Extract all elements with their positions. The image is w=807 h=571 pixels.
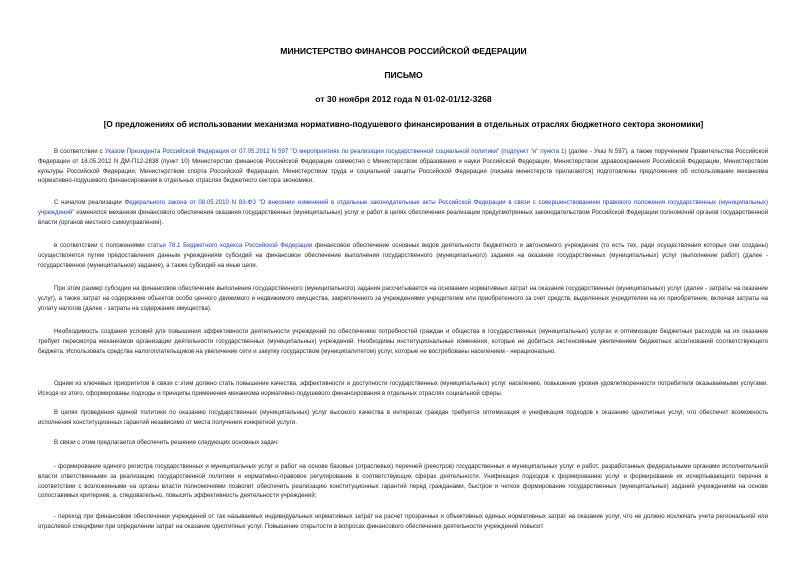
ministry-heading: МИНИСТЕРСТВО ФИНАНСОВ РОССИЙСКОЙ ФЕДЕРАЦИИ bbox=[280, 46, 527, 56]
paragraph-4 bbox=[38, 284, 768, 313]
paragraph-5 bbox=[38, 327, 768, 356]
paragraph-text: Необходимость создания условий для повышения эффективности деятельности учреждений по обеспечению потребностей граждан и общества в государственных (муниципальных) услугах и оптимизации бюджетных расходов на их оказание требует пересмотра механизмов организации деятельности государственных (муниципальных) учреждений. Необходимы институциональные изменения, которые не добиться экстенсивным увеличением бюджетных ассигнований соответствующего бюджета. Использовать средства налогоплательщиков на увеличение сети и закупку государством (муниципалитетом) услуг, которые не востребованы населением - нерационально. bbox=[38, 328, 768, 355]
paragraph-text: (далее - Указ N 597), а также поручением Правительства Российской Федерации от 18.05.2012 N ДМ-П12-2838 (пункт 10) Министерство финансов Российской Федерации совместно с Министерством образования и науки Российской Федерации, Министерством здравоохранения Российской Федерации, Министерством культуры Российской Федерации, Министерством спорта Российской Федерации, Министерством труда и социальной защиты Российской Федерации (письма министерств прилагаются) подготовлены предложения об использовании механизма нормативно-подушевого финансирования в отдельных отраслях бюджетного сектора экономики. bbox=[38, 148, 769, 185]
paragraph-text: изменился механизм финансового обеспечения оказания государственных (муниципальных) услуг и работ в целях обеспечения реализации предусмотренных законодательством Российской Федерации полномочий органов государственной власти (органов местного самоуправления). bbox=[38, 208, 768, 226]
paragraph-7 bbox=[38, 408, 768, 428]
document-subject: [О предложениях об использовании механизма нормативно-подушевого финансирования в отдельных отраслях бюджетного сектора экономики] bbox=[103, 120, 704, 129]
paragraph-text: С началом реализации bbox=[54, 199, 125, 206]
paragraph-text: В целях проведения единой политики по оказанию государственных (муниципальных) услуг высокого качества в интересах граждан требуется оптимизация и унификация подходов к оказанию однотипных услуг, что обеспечит возможность исполнения конституционных гарантий независимо от места получения конкретной услуги. bbox=[38, 409, 768, 426]
paragraph-text: - формирование единого регистра государственных и муниципальных услуг и работ на основе базовых (отраслевых) перечней (реестров) государственных и муниципальных услуг и работ, разработанных федеральными органами исполнительной власти ответственными за реализацию государственной политики и нормативно-правовое регулирование в соответствующих сферах деятельности. Унификация подходов к формированию услуг и формирование их исчерпывающего перечня в соответствии с возложенными на органы власти полномочиями позволит обеспечить реализацию конституционных гарантий перед гражданами, быстрое и четкое формирование государственных (муниципальных) заданий учреждениям на основе сопоставимых критериев, а, следовательно, повысить эффективность деятельности учреждений; bbox=[38, 463, 768, 500]
paragraph-text: в соответствии с положениями bbox=[54, 242, 148, 249]
federal-law-83-link[interactable]: Федерального закона от 08.05.2010 N 83-ФЗ "О внесении изменений в отдельные законодательные акты Российской Федерации в связи с совершенствованием правового положения государственных (муниципальных) учреждений" bbox=[38, 199, 768, 216]
paragraph-text: финансовое обеспечение основных видов деятельности бюджетного и автономного учреждения (то есть тех, ради осуществления которых они созданы) осуществляется путем предоставления данным учреждениям субсидий на финансовое обеспечение выполнения государственного (муниципального) задания на оказание государственных (муниципальных) услуг (выполнение работ) (далее - государственное (муниципальное) задание), а также субсидий на иные цели. bbox=[38, 242, 768, 269]
paragraph-8 bbox=[38, 438, 768, 448]
paragraph-10 bbox=[38, 512, 768, 532]
date-number: от 30 ноября 2012 года N 01-02-01/12-3268 bbox=[315, 94, 492, 104]
paragraph-text: В связи с этим предлагается обеспечить решение следующих основных задач: bbox=[54, 439, 279, 446]
paragraph-9 bbox=[38, 462, 768, 501]
paragraph-1 bbox=[38, 147, 768, 186]
document-type: ПИСЬМО bbox=[384, 70, 423, 80]
paragraph-2 bbox=[38, 198, 768, 227]
decree-597-link[interactable]: Указом Президента Российской Федерации от 07.05.2012 N 597 "О мероприятиях по реализации государственной социальной политики" (подпункт "и" пункта 1) bbox=[104, 148, 567, 155]
paragraph-text: Одним из ключевых приоритетов в связи с этим должно стать повышение качества, эффективности и доступности государственных (муниципальных) услуг населению, повышение уровня удовлетворенности потребителя оказываемыми услугами. Исходя из этого, сформированы подходы и принципы применения механизма нормативно-подушевого финансирования в отдельных отраслях социальной сферы. bbox=[38, 380, 768, 397]
paragraph-3 bbox=[38, 241, 768, 270]
paragraph-text: При этом размер субсидии на финансовое обеспечение выполнения государственного (муниципального) задания рассчитывается на основании нормативных затрат на оказание государственных (муниципальных) услуг (далее - затраты на оказание услуг), а также затрат на содержание объектов особо ценного движимого и недвижимого имущества, закрепленного за учреждениями учредителем или приобретенного за счет средств, выделенных учредителем на их приобретение, включая затраты на уплату налогов (далее - затраты на содержание имущества). bbox=[38, 285, 768, 312]
paragraph-text: В соответствии с bbox=[54, 148, 105, 155]
paragraph-text: - переход при финансовом обеспечении учреждений от так называемых индивидуальных нормативных затрат на расчет прозрачных и объективных единых нормативных затрат на оказание услуг, что не должно исключать учета региональной или отраслевой специфики при определении затрат на оказание однотипных услуг. Повышение открытости в вопросах финансового обеспечения деятельности учреждений повысит bbox=[38, 513, 768, 530]
paragraph-6 bbox=[38, 379, 768, 399]
budget-code-article-link[interactable]: статьи 78.1 Бюджетного кодекса Российской Федерации bbox=[147, 242, 313, 249]
